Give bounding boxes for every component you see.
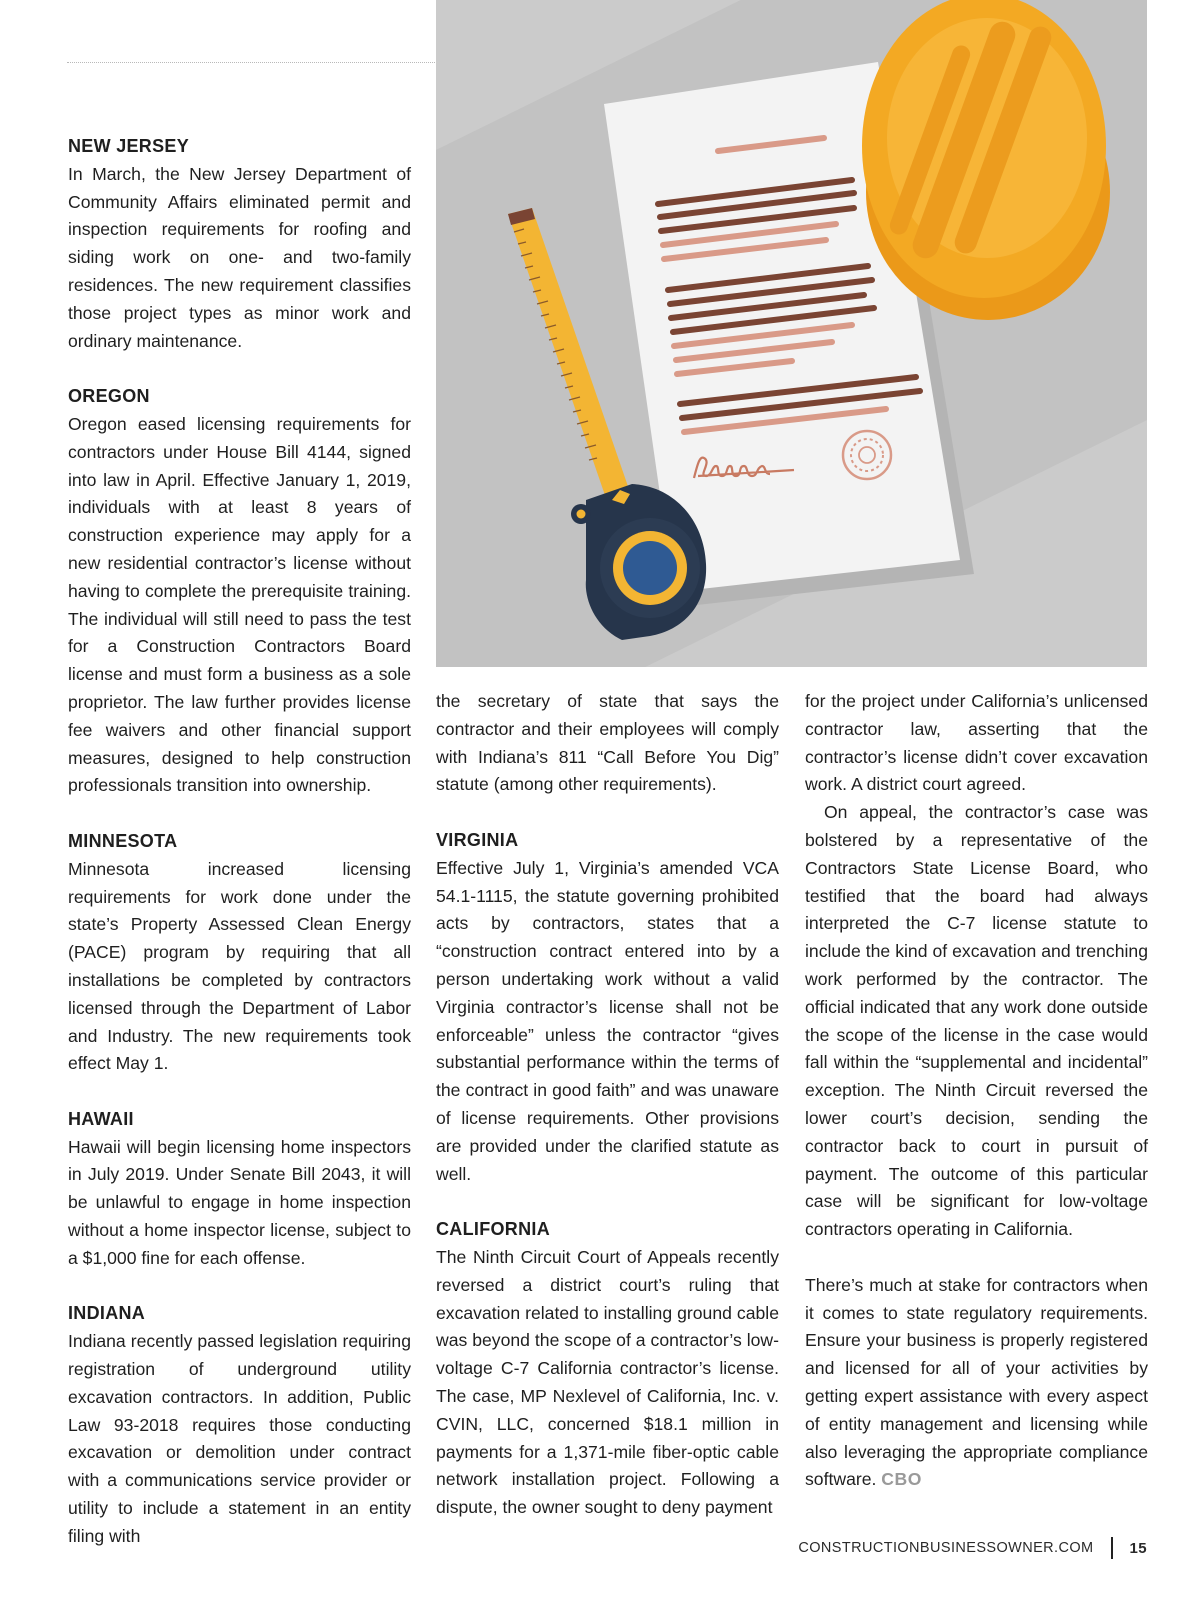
column-1 — [68, 133, 411, 1551]
paragraph-minnesota: Minnesota increased licensing requirements for work done under the state’s Property Assessed Clean Energy (PACE) program by requiring that all installations be completed by contractors licensed through the Department of Labor and Industry. The new requirements took effect May 1. — [68, 858, 411, 1074]
top-dotted-rule — [67, 62, 435, 63]
paragraph-hawaii: Hawaii will begin licensing home inspectors in July 2019. Under Senate Bill 2043, it will be unlawful to engage in home inspection without a home inspector license, subject to a $1,000 fine for each offense. — [68, 1136, 411, 1268]
footer-website: CONSTRUCTIONBUSINESSOWNER.COM — [798, 1540, 1094, 1556]
footer-divider — [1111, 1537, 1113, 1559]
paragraph-california-continued: for the project under California’s unlicensed contractor law, asserting that the contractor’s license didn’t cover excavation work. A district court agreed. — [805, 691, 1148, 795]
section-heading-virginia: VIRGINIA — [436, 829, 519, 850]
section-heading-new-jersey: NEW JERSEY — [68, 136, 190, 156]
hard-hat-icon — [862, 0, 1110, 320]
section-heading-california: CALIFORNIA — [436, 1219, 550, 1240]
page-number: 15 — [1129, 1539, 1147, 1557]
paragraph-conclusion — [805, 1272, 1148, 1494]
paragraph-california: The Ninth Circuit Court of Appeals recently reversed a district court’s ruling that excavation related to installing ground cable was beyond the scope of a contractor’s low-voltage C-7 California contractor’s license. The case, MP Nexlevel of California, Inc. v. CVIN, LLC, concerned $18.1 million in payments for a 1,371-mile fiber-optic cable network installation project. Following a dispute, the owner sought to deny payment — [436, 1246, 779, 1518]
conclusion-text: There’s much at stake for contractors when it comes to state regulatory requirements. Ensure your business is properly registered and licensed for all of your activities by getting expert assistance with every aspect of entity management and licensing while also leveraging the appropriate compliance software. — [805, 1274, 1148, 1490]
column-3 — [805, 688, 1148, 1494]
section-heading-indiana: INDIANA — [68, 1303, 146, 1324]
paragraph-new-jersey: In March, the New Jersey Department of Community Affairs eliminated permit and inspection requirements for roofing and siding work on one- and two-family residences. The new requirement classifies those project types as minor work and ordinary maintenance. — [68, 163, 411, 351]
column-2 — [436, 688, 779, 1522]
paragraph-california-appeal: On appeal, the contractor’s case was bolstered by a representative of the Contractors State License Board, who testified that the board had always interpreted the C-7 license statute to include the kind of excavation and trenching work performed by the contractor. The official indicated that any work done outside the scope of the license in the case would fall within the “supplemental and incidental” exception. The Ninth Circuit reversed the lower court’s decision, sending the contractor back to court in pursuit of payment. The outcome of this particular case will be significant for low-voltage contractors operating in California. — [805, 802, 1148, 1240]
contract-illustration — [436, 0, 1147, 667]
paragraph-oregon: Oregon eased licensing requirements for contractors under House Bill 4144, signed into law in April. Effective January 1, 2019, individuals with at least 8 years of construction experience may apply for a new residential contractor’s license without having to complete the prerequisite training. The individual will still need to pass the test for a Construction Contractors Board license and must form a business as a sole proprietor. The law further provides license fee waivers and other financial support measures, designed to help construction professionals transition into ownership. — [68, 413, 411, 796]
end-mark-cbo: CBO — [881, 1469, 922, 1490]
page-footer — [798, 1537, 1147, 1559]
paragraph-virginia: Effective July 1, Virginia’s amended VCA 54.1-1115, the statute governing prohibited acts by contractors, states that a “construction contract entered into by a person undertaking work without a valid Virginia contractor’s license shall not be enforceable” unless the contractor “gives substantial performance within the terms of the contract in good faith” and was unaware of license requirements. Other provisions are provided under the clarified statute as well. — [436, 857, 779, 1184]
section-heading-oregon: OREGON — [68, 386, 150, 407]
paragraph-indiana-continued: the secretary of state that says the contractor and their employees will comply with Indiana’s 811 “Call Before You Dig” statute (among other requirements). — [436, 691, 779, 795]
paragraph-indiana: Indiana recently passed legislation requiring registration of underground utility excavation contractors. In addition, Public Law 93-2018 requires those conducting excavation or demolition under contract with a communications service provider or utility to include a statement in an entity filing with — [68, 1331, 411, 1546]
section-heading-hawaii: HAWAII — [68, 1108, 134, 1129]
section-heading-minnesota: MINNESOTA — [68, 830, 178, 851]
